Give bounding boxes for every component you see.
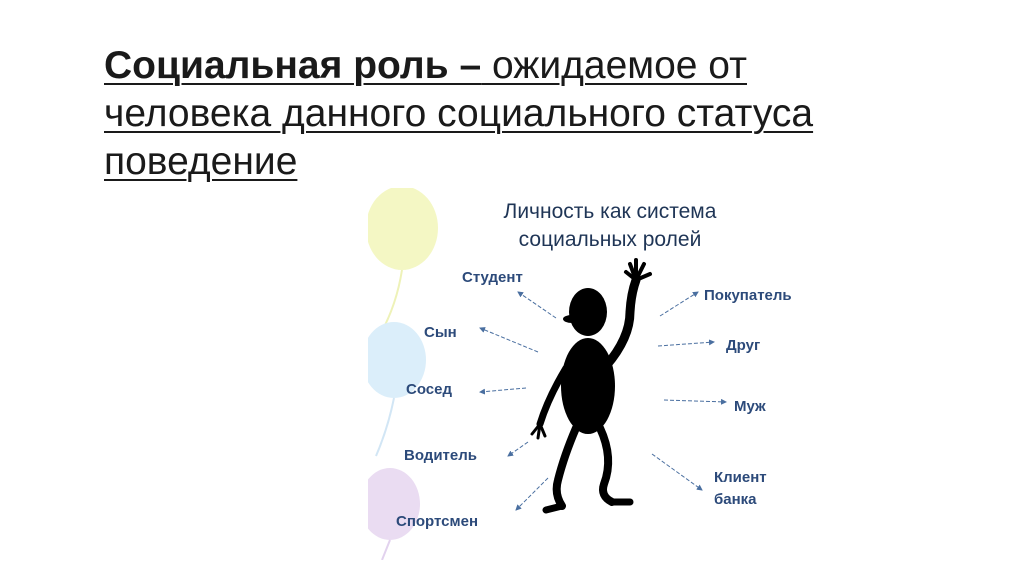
role-label: Водитель — [404, 447, 477, 464]
role-label: Клиент — [714, 469, 767, 486]
title-term: Социальная роль – — [104, 44, 482, 87]
diagram-title-line-1: Личность как система — [503, 200, 717, 223]
title-definition: ожидаемое от человека данного социального статуса поведение — [104, 44, 814, 183]
role-label: Покупатель — [704, 287, 792, 304]
role-label: Сосед — [406, 381, 453, 398]
role-label: Спортсмен — [396, 513, 479, 530]
role-label: Студент — [462, 269, 523, 286]
role-label: Сын — [424, 324, 457, 341]
role-label: Друг — [726, 337, 761, 354]
person-figure-icon — [532, 260, 650, 510]
arrow-driver — [508, 442, 528, 456]
arrow-student — [518, 292, 556, 318]
arrow-buyer — [660, 292, 698, 316]
role-label: Муж — [734, 398, 766, 415]
arrow-bank-client — [652, 454, 702, 490]
arrow-husband — [664, 400, 726, 402]
diagram-title-line-2: социальных ролей — [518, 228, 702, 251]
arrow-sportsman — [516, 478, 548, 510]
arrow-friend — [658, 342, 714, 346]
role-label: банка — [714, 491, 757, 508]
diagram-title — [420, 198, 800, 254]
slide-title — [104, 42, 924, 186]
arrow-neighbor — [480, 388, 526, 392]
arrow-son — [480, 328, 538, 352]
